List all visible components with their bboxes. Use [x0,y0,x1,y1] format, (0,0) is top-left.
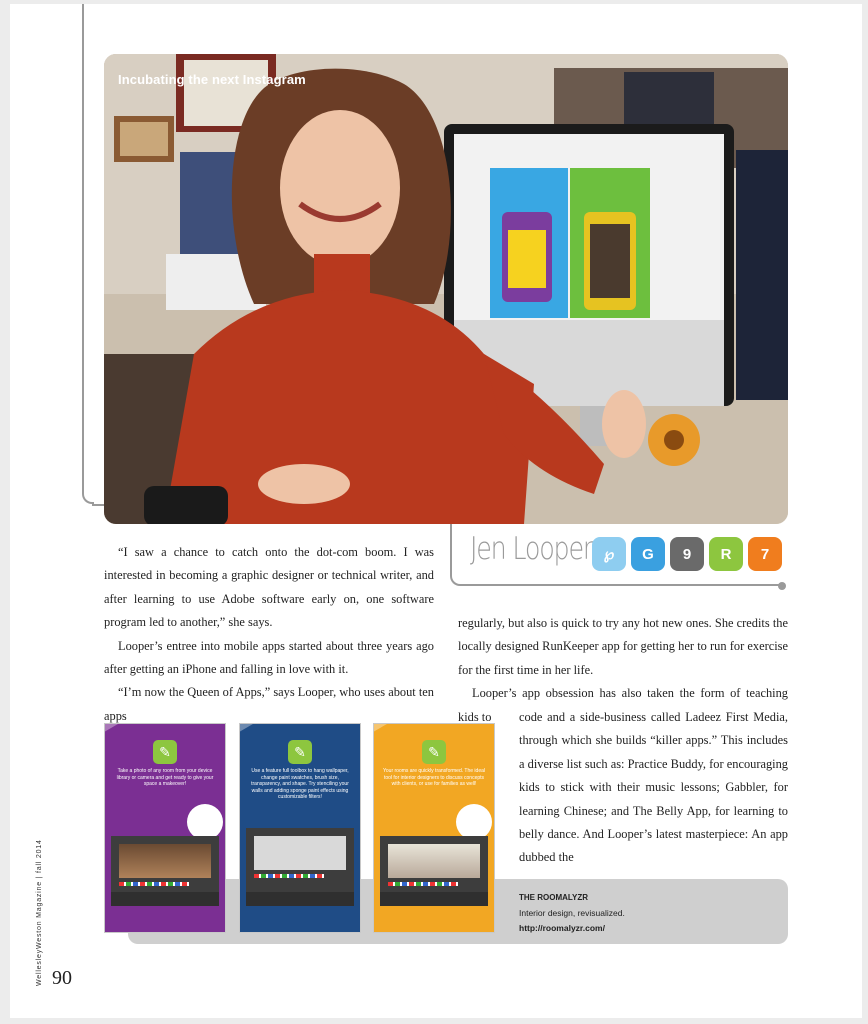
article-column-2-continued [519,706,788,870]
device-preview [246,828,354,906]
roomalyzr-icon: ✎ [288,740,312,764]
promo-text: Your rooms are quickly transformed. The ideal tool for interior designers to discuss concepts with clients, or use for families as well! [383,768,485,787]
app-icon-glyph: ℘ [603,546,615,563]
toolbar [380,892,488,906]
caption-link[interactable]: http://roomalyzr.com/ [519,923,605,933]
color-swatches [119,882,189,886]
device-preview [111,836,219,906]
gabbler-icon [670,537,704,571]
app-icon-glyph: 9 [682,545,692,563]
heart-app-icon [631,537,665,571]
article-column-1 [104,541,434,728]
roomalyzr-icon: ✎ [153,740,177,764]
toolbar [246,892,354,906]
tool-palette [254,836,346,870]
page-number: 90 [52,967,72,989]
promo-text: Use a feature full toolbox to hang wallpaper, change paint swatches, brush size, transparency, and shape. Try stenciling your walls and adding sponge paint effects using customizable filters! [251,768,349,800]
toolbar [111,892,219,906]
photo-illustration [104,54,788,524]
photo-caption: Incubating the next Instagram [118,72,306,87]
paragraph: Looper’s app obsession has also taken the form of teaching kids to [458,686,788,724]
paragraph: “I’m now the Queen of Apps,” says Looper, who uses about ten apps [104,685,434,723]
frame-line-dot [778,582,786,590]
paragraph: “I saw a chance to catch onto the dot-com boom. I was interested in becoming a graphic designer or technical writer, and after learning to use Adobe software early on, one software program led to another,” she says. [104,545,434,630]
ribbon [374,724,437,735]
magazine-side-label: WellesleyWeston Magazine | fall 2014 [36,839,43,986]
frame-line-left [82,4,94,504]
caption-subtitle: Interior design, revisualized. [519,908,625,918]
app-screenshot-1 [105,724,225,932]
device-preview [380,836,488,906]
room-photo [388,844,480,878]
app-screenshot-2 [240,724,360,932]
roomalyzr-icon [709,537,743,571]
sticker [187,804,223,840]
roomalyzr-icon: ✎ [422,740,446,764]
sticker [456,804,492,840]
paragraph: code and a side-business called Ladeez First Media, through which she builds “killer apps.” This includes a diverse list such as: Practice Buddy, for encouraging kids to stick with their music lessons; Gabbler, for learning Chinese; and The Belly App, for learning to belly dance. And Looper’s latest masterpiece: An app dubbed the [519,710,788,865]
promo-text: Take a photo of any room from your device library or camera and get ready to give your space a makeover! [116,768,214,787]
profile-name: Jen Looper [470,531,593,567]
color-swatches [388,882,458,886]
app-icon-glyph: R [720,545,732,563]
ribbon [105,724,168,735]
color-swatches [254,874,324,878]
app-icon-glyph: G [642,545,654,563]
app-screenshot-3 [374,724,494,932]
caption-title: THE ROOMALYZR [519,893,589,902]
practice-buddy-icon [592,537,626,571]
feature-photo [104,54,788,524]
paragraph: Looper’s entree into mobile apps started about three years ago after getting an iPhone and falling in love with it. [104,638,434,677]
ribbon [240,724,303,735]
room-photo [119,844,211,878]
paragraph: regularly, but also is quick to try any hot new ones. She credits the locally designed RunKeeper app for getting her to run for exercise for the first time in her life. [458,616,788,677]
app-icon-glyph: 7 [760,545,770,563]
timer-app-icon [748,537,782,571]
